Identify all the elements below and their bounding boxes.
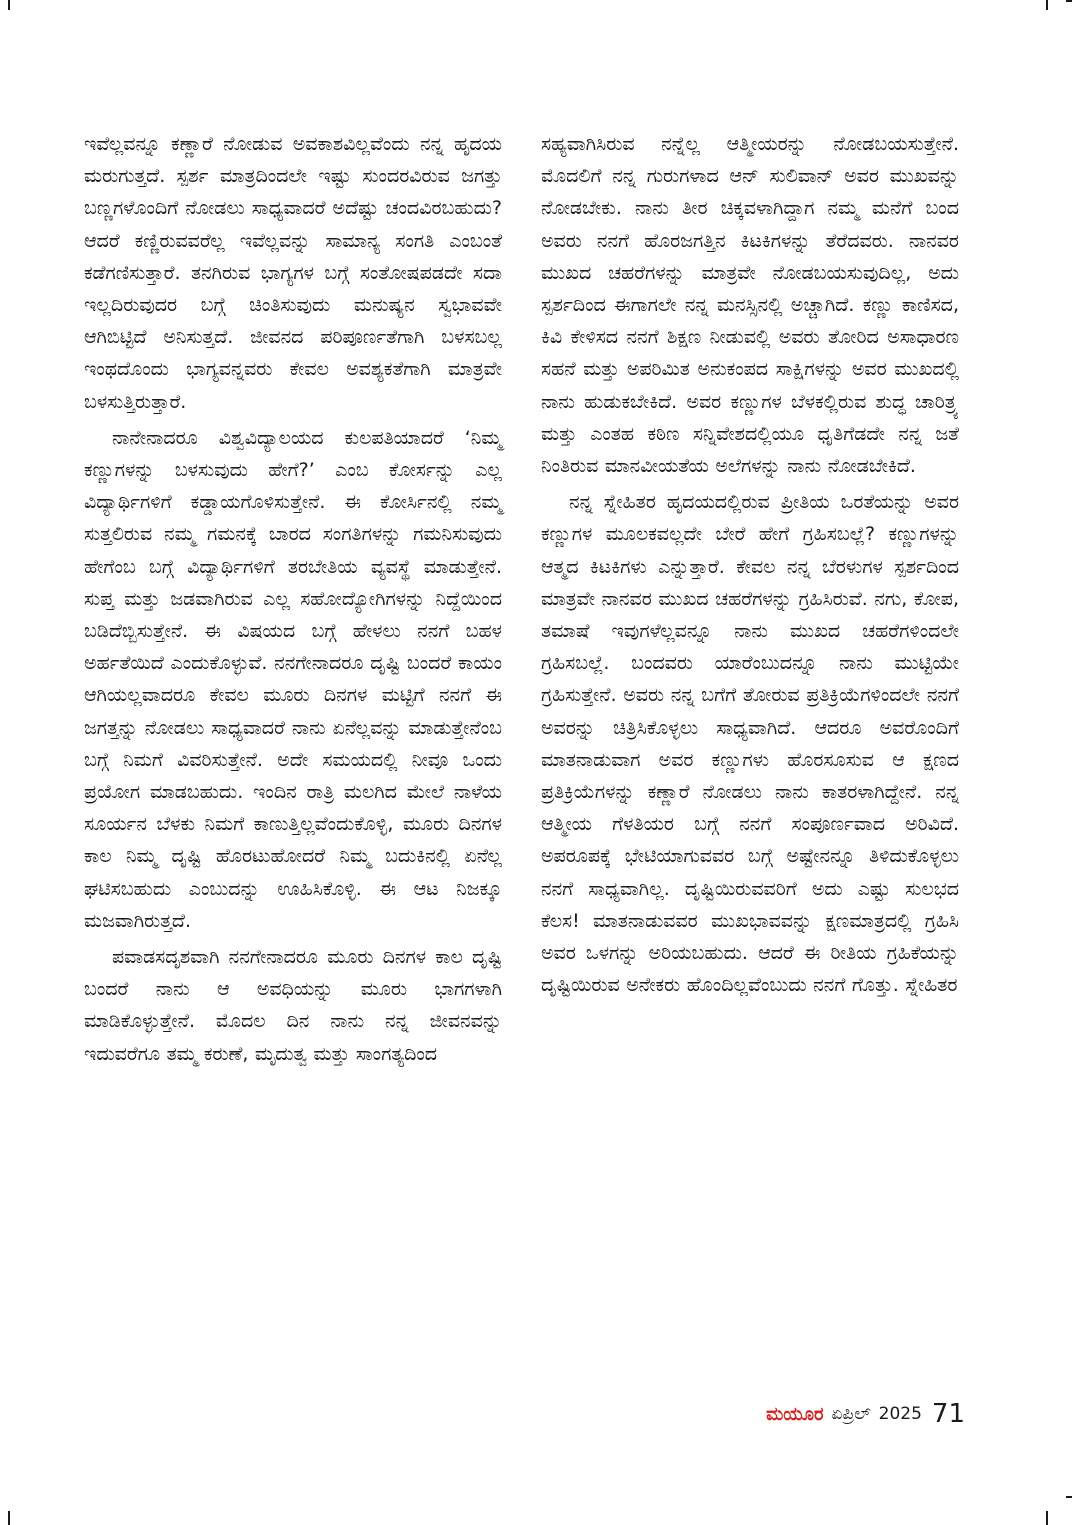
crop-mark-top-right — [1046, 0, 1048, 10]
paragraph: ಇವೆಲ್ಲವನ್ನೂ ಕಣ್ಣಾರೆ ನೋಡುವ ಅವಕಾಶವಿಲ್ಲವೆಂದು ನನ್ನ ಹೃದಯ ಮರುಗುತ್ತದೆ. ಸ್ಪರ್ಶ ಮಾತ್ರದಿಂದಲೇ ಇಷ್ಟು ಸುಂದರವಿರುವ ಜಗತ್ತು ಬಣ್ಣಗಳೊಂದಿಗೆ ನೋಡಲು ಸಾಧ್ಯವಾದರೆ ಅದೆಷ್ಟು ಚಂದವಿರಬಹುದು? ಆದರೆ ಕಣ್ಣಿರುವವರೆಲ್ಲ ಇವೆಲ್ಲವನ್ನು ಸಾಮಾನ್ಯ ಸಂಗತಿ ಎಂಬಂತೆ ಕಡೆಗಣಿಸುತ್ತಾರೆ. ತನಗಿರುವ ಭಾಗ್ಯಗಳ ಬಗ್ಗೆ ಸಂತೋಷಪಡದೇ ಸದಾ ಇಲ್ಲದಿರುವುದರ ಬಗ್ಗೆ ಚಿಂತಿಸುವುದು ಮನುಷ್ಯನ ಸ್ವಭಾವವೇ ಆಗಿಬಿಟ್ಟಿದೆ ಅನಿಸುತ್ತದೆ. ಜೀವನದ ಪರಿಪೂರ್ಣತೆಗಾಗಿ ಬಳಸಬಲ್ಲ ಇಂಥದೊಂದು ಭಾಗ್ಯವನ್ನವರು ಕೇವಲ ಅವಶ್ಯಕತೆಗಾಗಿ ಮಾತ್ರವೇ ಬಳಸುತ್ತಿರುತ್ತಾರೆ. — [84, 133, 502, 413]
magazine-logo: ಮಯೂರ — [766, 1403, 824, 1425]
crop-mark-right-bottom — [1066, 1496, 1072, 1498]
page-number: 71 — [931, 1399, 965, 1429]
paragraph: ಪವಾಡಸದೃಶವಾಗಿ ನನಗೇನಾದರೂ ಮೂರು ದಿನಗಳ ಕಾಲ ದೃಷ್ಟಿ ಬಂದರೆ ನಾನು ಆ ಅವಧಿಯನ್ನು ಮೂರು ಭಾಗಗಳಾಗಿ ಮಾಡಿಕೊಳ್ಳುತ್ತೇನೆ. ಮೊದಲ ದಿನ ನಾನು ನನ್ನ ಜೀವನವನ್ನು ಇದುವರೆಗೂ ತಮ್ಮ ಕರುಣೆ, ಮೃದುತ್ವ ಮತ್ತು ಸಾಂಗತ್ಯದಿಂದ — [84, 946, 502, 1065]
issue-month: ಏಪ್ರಿಲ್ — [831, 1404, 871, 1424]
left-column — [84, 128, 502, 1070]
crop-mark-top-left — [8, 0, 10, 10]
crop-mark-bottom-left — [8, 1511, 10, 1525]
issue-year: 2025 — [878, 1404, 922, 1424]
paragraph: ನನ್ನ ಸ್ನೇಹಿತರ ಹೃದಯದಲ್ಲಿರುವ ಪ್ರೀತಿಯ ಒರತೆಯನ್ನು ಅವರ ಕಣ್ಣುಗಳ ಮೂಲಕವಲ್ಲದೇ ಬೇರೆ ಹೇಗೆ ಗ್ರಹಿಸಬಲ್ಲೆ? ಕಣ್ಣುಗಳನ್ನು ಆತ್ಮದ ಕಿಟಕಿಗಳು ಎನ್ನುತ್ತಾರೆ. ಕೇವಲ ನನ್ನ ಬೆರಳುಗಳ ಸ್ಪರ್ಶದಿಂದ ಮಾತ್ರವೇ ನಾನವರ ಮುಖದ ಚಹರೆಗಳನ್ನು ಗ್ರಹಿಸಿರುವೆ. ನಗು, ಕೋಪ, ತಮಾಷೆ ಇವುಗಳೆಲ್ಲವನ್ನೂ ನಾನು ಮುಖದ ಚಹರೆಗಳಿಂದಲೇ ಗ್ರಹಿಸಬಲ್ಲೆ. ಬಂದವರು ಯಾರೆಂಬುದನ್ನೂ ನಾನು ಮುಟ್ಟಿಯೇ ಗ್ರಹಿಸುತ್ತೇನೆ. ಅವರು ನನ್ನ ಬಗೆಗೆ ತೋರುವ ಪ್ರತಿಕ್ರಿಯೆಗಳಿಂದಲೇ ನನಗೆ ಅವರನ್ನು ಚಿತ್ರಿಸಿಕೊಳ್ಳಲು ಸಾಧ್ಯವಾಗಿದೆ. ಆದರೂ ಅವರೊಂದಿಗೆ ಮಾತನಾಡುವಾಗ ಅವರ ಕಣ್ಣುಗಳು ಹೊರಸೂಸುವ ಆ ಕ್ಷಣದ ಪ್ರತಿಕ್ರಿಯೆಗಳನ್ನು ಕಣ್ಣಾರೆ ನೋಡಲು ನಾನು ಕಾತರಳಾಗಿದ್ದೇನೆ. ನನ್ನ ಆತ್ಮೀಯ ಗೆಳತಿಯರ ಬಗ್ಗೆ ನನಗೆ ಸಂಪೂರ್ಣವಾದ ಅರಿವಿದೆ. ಅಪರೂಪಕ್ಕೆ ಭೇಟಿಯಾಗುವವರ ಬಗ್ಗೆ ಅಷ್ಟೇನನ್ನೂ ತಿಳಿದುಕೊಳ್ಳಲು ನನಗೆ ಸಾಧ್ಯವಾಗಿಲ್ಲ. ದೃಷ್ಟಿಯಿರುವವರಿಗೆ ಅದು ಎಷ್ಟು ಸುಲಭದ ಕೆಲಸ! ಮಾತನಾಡುವವರ ಮುಖಭಾವವನ್ನು ಕ್ಷಣಮಾತ್ರದಲ್ಲಿ ಗ್ರಹಿಸಿ ಅವರ ಒಳಗನ್ನು ಅರಿಯಬಹುದು. ಆದರೆ ಈ ರೀತಿಯ ಗ್ರಹಿಕೆಯನ್ನು ದೃಷ್ಟಿಯಿರುವ ಅನೇಕರು ಹೊಂದಿಲ್ಲವೆಂಬುದು ನನಗೆ ಗೊತ್ತು. ಸ್ನೇಹಿತರ — [541, 491, 959, 997]
paragraph: ಸಹ್ಯವಾಗಿಸಿರುವ ನನ್ನೆಲ್ಲ ಆತ್ಮೀಯರನ್ನು ನೋಡಬಯಸುತ್ತೇನೆ. ಮೊದಲಿಗೆ ನನ್ನ ಗುರುಗಳಾದ ಆನ್ ಸುಲಿವಾನ್ ಅವರ ಮುಖವನ್ನು ನೋಡಬೇಕು. ನಾನು ತೀರ ಚಿಕ್ಕವಳಾಗಿದ್ದಾಗ ನಮ್ಮ ಮನೆಗೆ ಬಂದ ಅವರು ನನಗೆ ಹೊರಜಗತ್ತಿನ ಕಿಟಕಿಗಳನ್ನು ತೆರೆದವರು. ನಾನವರ ಮುಖದ ಚಹರೆಗಳನ್ನು ಮಾತ್ರವೇ ನೋಡಬಯಸುವುದಿಲ್ಲ, ಅದು ಸ್ಪರ್ಶದಿಂದ ಈಗಾಗಲೇ ನನ್ನ ಮನಸ್ಸಿನಲ್ಲಿ ಅಚ್ಚಾಗಿದೆ. ಕಣ್ಣು ಕಾಣಿಸದ, ಕಿವಿ ಕೇಳಿಸದ ನನಗೆ ಶಿಕ್ಷಣ ನೀಡುವಲ್ಲಿ ಅವರು ತೋರಿದ ಅಸಾಧಾರಣ ಸಹನೆ ಮತ್ತು ಅಪರಿಮಿತ ಅನುಕಂಪದ ಸಾಕ್ಷಿಗಳನ್ನು ಅವರ ಮುಖದಲ್ಲಿ ನಾನು ಹುಡುಕಬೇಕಿದೆ. ಅವರ ಕಣ್ಣುಗಳ ಬೆಳಕಲ್ಲಿರುವ ಶುದ್ಧ ಚಾರಿತ್ರ್ಯ ಮತ್ತು ಎಂತಹ ಕಠಿಣ ಸನ್ನಿವೇಶದಲ್ಲಿಯೂ ಧೃತಿಗೆಡದೇ ನನ್ನ ಜತೆ ನಿಂತಿರುವ ಮಾನವೀಯತೆಯ ಅಲೆಗಳನ್ನು ನಾನು ನೋಡಬೇಕಿದೆ. — [541, 133, 959, 478]
crop-mark-right-top — [1066, 0, 1072, 2]
right-column — [541, 128, 959, 1001]
page-footer — [745, 1396, 965, 1432]
crop-mark-bottom-right — [1046, 1511, 1048, 1525]
paragraph: ನಾನೇನಾದರೂ ವಿಶ್ವವಿದ್ಯಾಲಯದ ಕುಲಪತಿಯಾದರೆ ‘ನಿಮ್ಮ ಕಣ್ಣುಗಳನ್ನು ಬಳಸುವುದು ಹೇಗೆ?’ ಎಂಬ ಕೋರ್ಸನ್ನು ಎಲ್ಲ ವಿದ್ಯಾರ್ಥಿಗಳಿಗೆ ಕಡ್ಡಾಯಗೊಳಿಸುತ್ತೇನೆ. ಈ ಕೋರ್ಸಿನಲ್ಲಿ ನಮ್ಮ ಸುತ್ತಲಿರುವ ನಮ್ಮ ಗಮನಕ್ಕೆ ಬಾರದ ಸಂಗತಿಗಳನ್ನು ಗಮನಿಸುವುದು ಹೇಗೆಂಬ ಬಗ್ಗೆ ವಿದ್ಯಾರ್ಥಿಗಳಿಗೆ ತರಬೇತಿಯ ವ್ಯವಸ್ಥೆ ಮಾಡುತ್ತೇನೆ. ಸುಪ್ತ ಮತ್ತು ಜಡವಾಗಿರುವ ಎಲ್ಲ ಸಹೋದ್ಯೋಗಿಗಳನ್ನು ನಿದ್ದೆಯಿಂದ ಬಡಿದೆಬ್ಬಿಸುತ್ತೇನೆ. ಈ ವಿಷಯದ ಬಗ್ಗೆ ಹೇಳಲು ನನಗೆ ಬಹಳ ಅರ್ಹತೆಯಿದೆ ಎಂದುಕೊಳ್ಳುವೆ. ನನಗೇನಾದರೂ ದೃಷ್ಟಿ ಬಂದರೆ ಕಾಯಂ ಆಗಿಯಲ್ಲವಾದರೂ ಕೇವಲ ಮೂರು ದಿನಗಳ ಮಟ್ಟಿಗೆ ನನಗೆ ಈ ಜಗತ್ತನ್ನು ನೋಡಲು ಸಾಧ್ಯವಾದರೆ ನಾನು ಏನೆಲ್ಲವನ್ನು ಮಾಡುತ್ತೇನೆಂಬ ಬಗ್ಗೆ ನಿಮಗೆ ವಿವರಿಸುತ್ತೇನೆ. ಅದೇ ಸಮಯದಲ್ಲಿ ನೀವೂ ಒಂದು ಪ್ರಯೋಗ ಮಾಡಬಹುದು. ಇಂದಿನ ರಾತ್ರಿ ಮಲಗಿದ ಮೇಲೆ ನಾಳೆಯ ಸೂರ್ಯನ ಬೆಳಕು ನಿಮಗೆ ಕಾಣುತ್ತಿಲ್ಲವೆಂದುಕೊಳ್ಳಿ, ಮೂರು ದಿನಗಳ ಕಾಲ ನಿಮ್ಮ ದೃಷ್ಟಿ ಹೊರಟುಹೋದರೆ ನಿಮ್ಮ ಬದುಕಿನಲ್ಲಿ ಏನೆಲ್ಲ ಘಟಿಸಬಹುದು ಎಂಬುದನ್ನು ಊಹಿಸಿಕೊಳ್ಳಿ. ಈ ಆಟ ನಿಜಕ್ಕೂ ಮಜವಾಗಿರುತ್ತದೆ. — [84, 426, 502, 932]
